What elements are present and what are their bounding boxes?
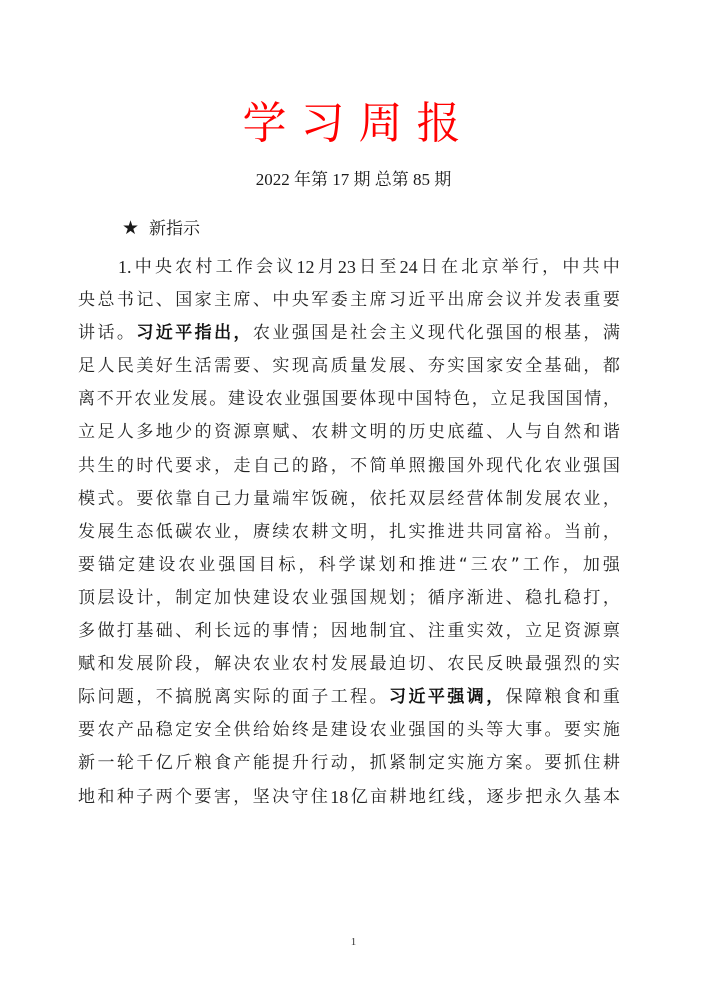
paragraph-line: 模 式 。 要 依 靠 自 己 力 量 端 牢 饭 碗 ， 依 托 双 层 经 营 体 制 发 展 农 业 ， <box>78 488 620 509</box>
section-label: 新指示 <box>149 219 201 239</box>
section-heading <box>122 216 200 241</box>
paragraph-line: 立 足 人 多 地 少 的 资 源 禀 赋 、 农 耕 文 明 的 历 史 底 蕴 、 人 与 自 然 和 谐 <box>78 422 620 443</box>
paragraph-line: 顶 层 设 计 ， 制 定 加 快 建 设 农 业 强 国 规 划 ； 循 序 渐 进 、 稳 扎 稳 打 ， <box>78 587 620 608</box>
paragraph-line: 1. 中 央 农 村 工 作 会 议 12 月 23 日 至 24 日 在 北 京 举 行 ， 中 共 中 <box>118 257 620 277</box>
paragraph-line: 赋 和 发 展 阶 段 ， 解 决 农 业 农 村 发 展 最 迫 切 、 农 民 反 映 最 强 烈 的 实 <box>78 654 620 675</box>
paragraph-line: 发 展 生 态 低 碳 农 业 ， 赓 续 农 耕 文 明 ， 扎 实 推 进 共 同 富 裕 。 当 前 ， <box>78 521 620 542</box>
paragraph-line: 地 和 种 子 两 个 要 害 ， 坚 决 守 住 18 亿 亩 耕 地 红 线 ， 逐 步 把 永 久 基 本 <box>78 786 620 807</box>
paragraph-line: 要 农 产 品 稳 定 安 全 供 给 始 终 是 建 设 农 业 强 国 的 头 等 大 事 。 要 实 施 <box>78 720 620 741</box>
paragraph-line: 讲 话 。 习 近 平 指 出 ， 农 业 强 国 是 社 会 主 义 现 代 化 强 国 的 根 基 ， 满 <box>78 323 620 344</box>
paragraph-body <box>78 253 620 816</box>
paragraph-line: 际 问 题 ， 不 搞 脱 离 实 际 的 面 子 工 程 。 习 近 平 强 调 ， 保 障 粮 食 和 重 <box>78 687 620 708</box>
page-number: 1 <box>350 936 357 948</box>
newsletter-title: 学习周报 <box>242 98 475 149</box>
paragraph-line: 足 人 民 美 好 生 活 需 要 、 实 现 高 质 量 发 展 、 夯 实 国 家 安 全 基 础 ， 都 <box>78 356 620 377</box>
paragraph-line: 央 总 书 记 、 国 家 主 席 、 中 央 军 委 主 席 习 近 平 出 席 会 议 并 发 表 重 要 <box>78 290 620 311</box>
paragraph-line: 新 一 轮 千 亿 斤 粮 食 产 能 提 升 行 动 ， 抓 紧 制 定 实 施 方 案 。 要 抓 住 耕 <box>78 753 620 774</box>
issue-number: 2022 年第 17 期 总第 85 期 <box>255 170 452 189</box>
paragraph-line: 共 生 的 时 代 要 求 ， 走 自 己 的 路 ， 不 简 单 照 搬 国 外 现 代 化 农 业 强 国 <box>78 455 620 476</box>
paragraph-line: 离 不 开 农 业 发 展 。 建 设 农 业 强 国 要 体 现 中 国 特 色 ， 立 足 我 国 国 情 ， <box>78 389 620 410</box>
paragraph-line: 要 锚 定 建 设 农 业 强 国 目 标 ， 科 学 谋 划 和 推 进 “ 三 农 ” 工 作 ， 加 强 <box>78 554 620 575</box>
star-icon: ★ <box>122 217 140 239</box>
paragraph-line: 多 做 打 基 础 、 利 长 远 的 事 情 ； 因 地 制 宜 、 注 重 实 效 ， 立 足 资 源 禀 <box>78 621 620 642</box>
